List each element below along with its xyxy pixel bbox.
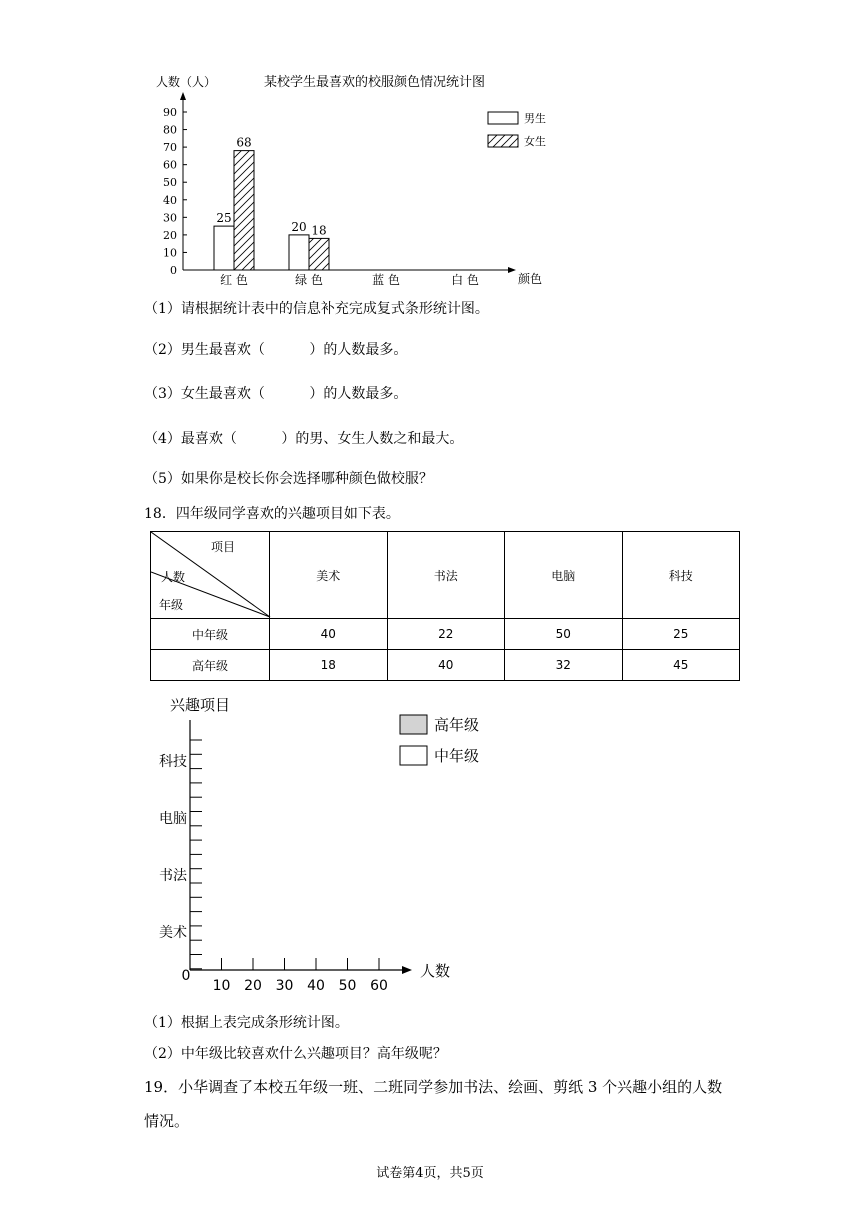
x-tick-label: 10: [212, 978, 231, 994]
table-header-cell: 电脑: [505, 532, 623, 619]
x-tick-label: 50: [338, 978, 357, 994]
x-tick-label: 白 色: [451, 273, 479, 287]
category-label: 电脑: [159, 811, 187, 827]
category-label: 科技: [159, 754, 187, 770]
q18-part2: （2）中年级比较喜欢什么兴趣项目？高年级呢？: [144, 1046, 447, 1062]
legend-senior-label: 高年级: [434, 716, 480, 734]
y-tick-label: 30: [163, 211, 177, 225]
row-label: 中年级: [151, 619, 270, 650]
table-cell: 32: [505, 650, 623, 681]
legend-middle-label: 中年级: [434, 747, 480, 765]
table-row: [151, 650, 740, 681]
corner-label-grade: 年级: [159, 598, 184, 612]
chart1-x-arrow: [508, 267, 516, 273]
corner-label-count: 人数: [161, 570, 186, 584]
table-cell: 22: [387, 619, 505, 650]
school-uniform-color-chart: [140, 68, 570, 288]
row-label: 高年级: [151, 650, 270, 681]
q17-part3: （3）女生最喜欢（ ）的人数最多。: [144, 386, 408, 402]
y-tick-label: 50: [163, 176, 177, 190]
x-tick-label: 红 色: [220, 273, 248, 287]
chart1-title: 某校学生最喜欢的校服颜色情况统计图: [264, 75, 486, 90]
legend-boys-swatch: [488, 112, 518, 124]
y-tick-label: 70: [163, 141, 177, 155]
category-label: 书法: [159, 868, 187, 884]
bar-value-label: 20: [291, 219, 307, 234]
q18-part1: （1）根据上表完成条形统计图。: [144, 1015, 349, 1031]
x-tick-label: 绿 色: [295, 273, 323, 287]
bar-value-label: 25: [216, 211, 232, 226]
legend-senior-swatch: [400, 715, 427, 734]
category-label: 美术: [159, 925, 187, 941]
legend-middle-swatch: [400, 746, 427, 765]
q19-line2: 情况。: [144, 1112, 190, 1130]
q19-line1: 19．小华调查了本校五年级一班、二班同学参加书法、绘画、剪纸 3 个兴趣小组的人数: [144, 1078, 723, 1096]
bar-boys: [214, 226, 234, 270]
y-tick-label: 80: [163, 123, 177, 137]
y-tick-label: 60: [163, 158, 177, 172]
chart2-ylabel: 兴趣项目: [170, 696, 231, 714]
chart1-xlabel: 颜色: [518, 272, 543, 286]
y-tick-label: 40: [163, 193, 177, 207]
table-header-cell: 美术: [270, 532, 388, 619]
table-row: [151, 619, 740, 650]
table-corner-cell: [151, 532, 270, 619]
y-tick-label: 20: [163, 228, 177, 242]
q17-part1: （1）请根据统计表中的信息补充完成复式条形统计图。: [144, 301, 489, 317]
bar-girls: [309, 238, 329, 270]
x-tick-label: 40: [307, 978, 325, 994]
q17-part2: （2）男生最喜欢（ ）的人数最多。: [144, 342, 408, 358]
interest-bar-chart-blank: [150, 690, 490, 1000]
legend-girls-swatch: [488, 135, 518, 147]
x-tick-label: 蓝 色: [372, 273, 400, 287]
legend-girls-label: 女生: [524, 135, 546, 148]
table-cell: 18: [270, 650, 388, 681]
table-cell: 50: [505, 619, 623, 650]
y-tick-label: 90: [163, 106, 177, 119]
bar-value-label: 68: [236, 135, 252, 150]
corner-label-item: 项目: [211, 540, 236, 554]
page-footer: 试卷第4页，共5页: [376, 1166, 484, 1181]
table-cell: 25: [622, 619, 740, 650]
q17-part5: （5）如果你是校长你会选择哪种颜色做校服？: [144, 471, 433, 487]
table-header-cell: 书法: [387, 532, 505, 619]
chart2-x-arrow: [402, 966, 412, 974]
y-tick-label: 0: [170, 264, 177, 277]
table-cell: 45: [622, 650, 740, 681]
q18-heading: 18．四年级同学喜欢的兴趣项目如下表。: [144, 506, 400, 522]
legend-boys-label: 男生: [524, 112, 546, 125]
chart2-xlabel: 人数: [420, 962, 451, 980]
bar-girls: [234, 151, 254, 270]
x-tick-label: 30: [275, 978, 294, 994]
table-header-cell: 科技: [622, 532, 740, 619]
bar-boys: [289, 235, 309, 270]
chart1-y-arrow: [180, 92, 186, 100]
table-cell: 40: [270, 619, 388, 650]
chart1-ylabel: 人数（人）: [156, 75, 217, 89]
interest-table: [150, 531, 740, 681]
x-tick-label: 20: [244, 978, 262, 994]
table-cell: 40: [387, 650, 505, 681]
bar-value-label: 18: [311, 223, 327, 238]
q17-part4: （4）最喜欢（ ）的男、女生人数之和最大。: [144, 431, 464, 447]
x-tick-label: 0: [181, 968, 191, 984]
y-tick-label: 10: [163, 246, 177, 260]
x-tick-label: 60: [370, 978, 388, 994]
